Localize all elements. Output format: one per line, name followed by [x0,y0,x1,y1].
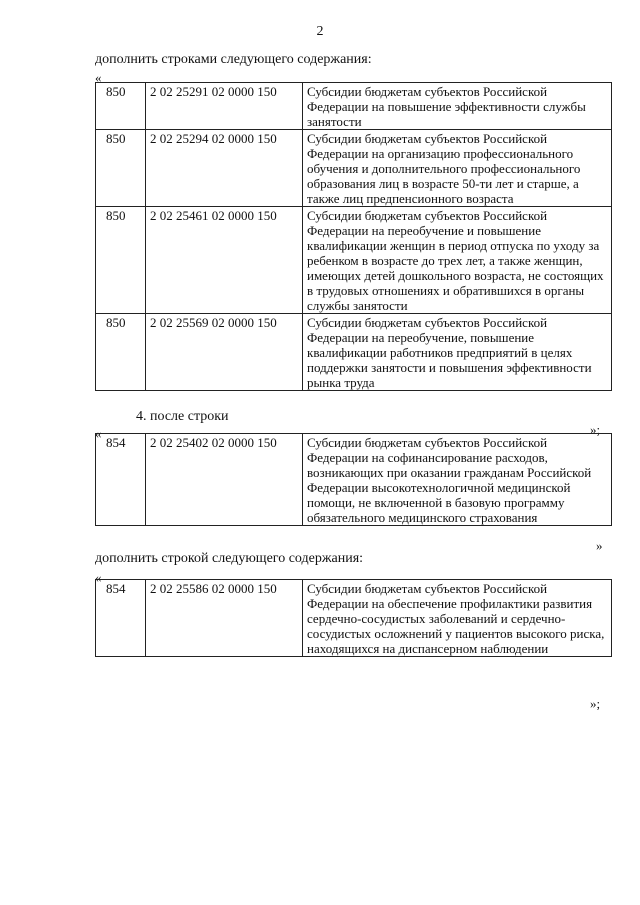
table-row [96,130,612,207]
subsidy-table-2 [95,433,612,526]
row-code: 854 [96,434,146,526]
table-row [96,314,612,391]
table-row [96,434,612,526]
close-quote-3: »; [590,696,601,711]
row-code: 850 [96,207,146,314]
row-name: Субсидии бюджетам субъектов Российской Федерации на переобучение и повышение квалификации женщин в период отпуска по уходу за ребенком в возрасте до трех лет, а также женщин, имеющих детей дошкольного возраста, не состоящих в трудовых отношениях и обратившихся в органы службы занятости [303,207,612,314]
row-name: Субсидии бюджетам субъектов Российской Федерации на организацию профессионального обучения и дополнительного профессионального образования лиц в возрасте 50-ти лет и старше, а также лиц предпенсионного возраста [303,130,612,207]
open-quote: « [95,70,102,85]
row-kbk: 2 02 25586 02 0000 150 [146,580,303,657]
row-code: 850 [96,130,146,207]
row-kbk: 2 02 25461 02 0000 150 [146,207,303,314]
row-name: Субсидии бюджетам субъектов Российской Федерации на переобучение, повышение квалификации работников предприятий в целях поддержки занятости и повышения эффективности рынка труда [303,314,612,391]
subsidy-table-1 [95,82,612,391]
row-kbk: 2 02 25402 02 0000 150 [146,434,303,526]
row-kbk: 2 02 25294 02 0000 150 [146,130,303,207]
close-quote-1: »; [590,422,601,437]
row-kbk: 2 02 25569 02 0000 150 [146,314,303,391]
row-kbk: 2 02 25291 02 0000 150 [146,83,303,130]
open-quote-2: « [95,426,102,441]
row-code: 854 [96,580,146,657]
row-name: Субсидии бюджетам субъектов Российской Федерации на повышение эффективности службы занятости [303,83,612,130]
table-row [96,83,612,130]
table-row [96,207,612,314]
row-name: Субсидии бюджетам субъектов Российской Федерации на софинансирование расходов, возникающих при оказании гражданам Российской Федерации высокотехнологичной медицинской помощи, не включенной в базовую программу обязательного медицинского страхования [303,434,612,526]
subsidy-table-3 [95,579,612,657]
close-quote-2: » [596,538,603,553]
open-quote-3: « [95,570,102,585]
row-name: Субсидии бюджетам субъектов Российской Федерации на обеспечение профилактики развития сердечно-сосудистых заболеваний и сердечно-сосудистых осложнений у пациентов высокого риска, находящихся на диспансерном наблюдении [303,580,612,657]
table-row [96,580,612,657]
intro-text: дополнить строками следующего содержания: [95,52,372,67]
intro-text-2: дополнить строкой следующего содержания: [95,551,364,566]
row-code: 850 [96,83,146,130]
page-number: 2 [316,24,324,39]
row-code: 850 [96,314,146,391]
item-4-text: 4. после строки [136,409,229,424]
